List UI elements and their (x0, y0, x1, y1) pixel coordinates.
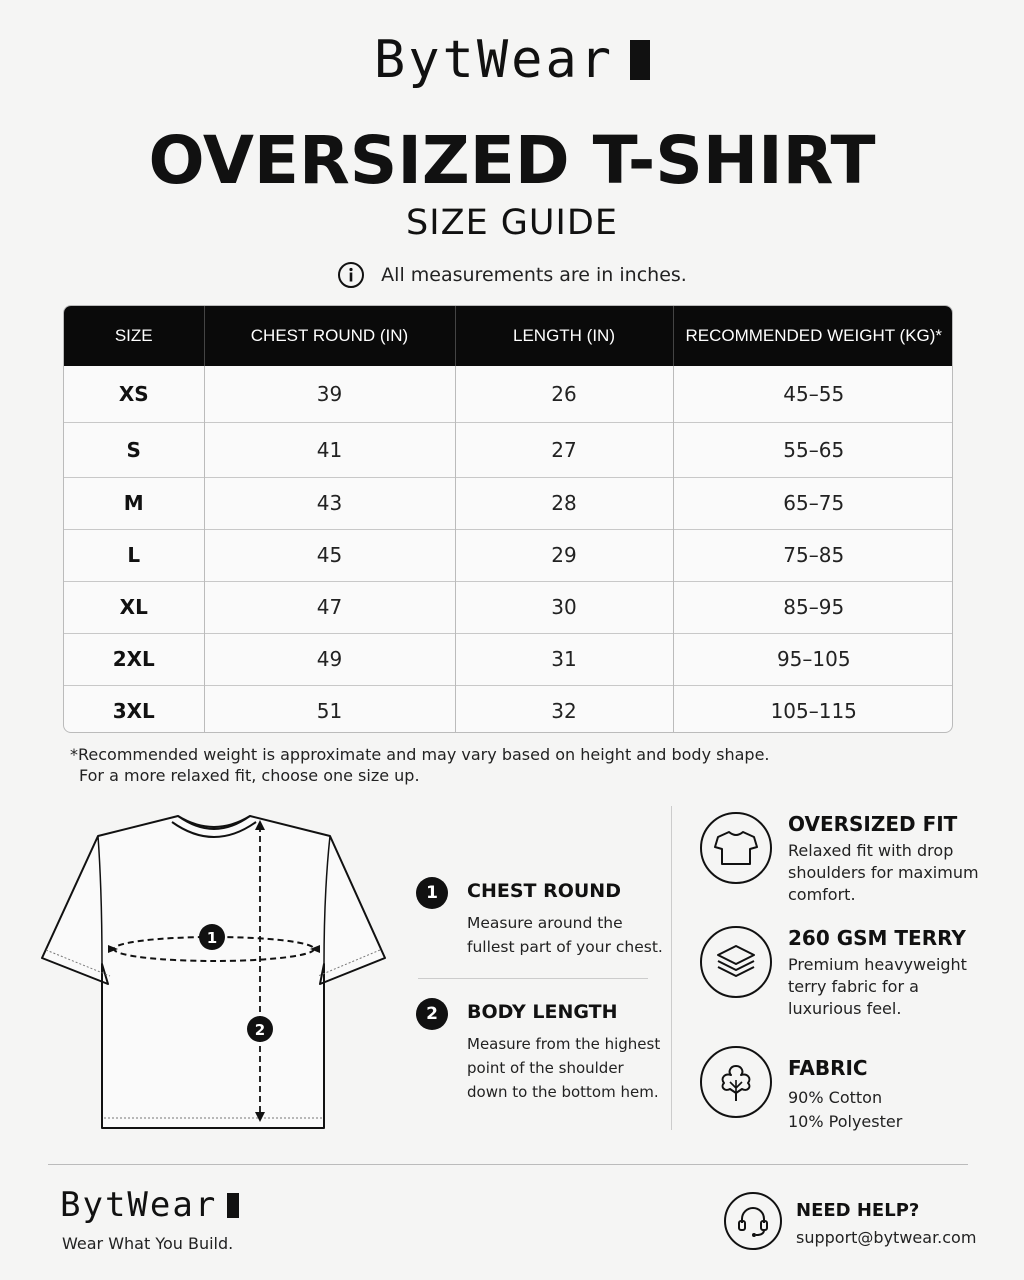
number-badge: 2 (416, 998, 448, 1030)
cell-size: 3XL (64, 685, 204, 733)
feature-title: 260 GSM TERRY (788, 926, 966, 950)
footer-divider (48, 1164, 968, 1165)
table-header-row (64, 306, 953, 366)
number-badge: 1 (416, 877, 448, 909)
feature-desc: Premium heavyweight terry fabric for a luxurious feel. (788, 955, 967, 1018)
brand-logo (0, 30, 1024, 90)
cell-length: 27 (455, 422, 673, 477)
tshirt-icon (700, 812, 772, 884)
cell-weight: 65–75 (673, 477, 953, 529)
layers-icon (700, 926, 772, 998)
size-table (63, 305, 953, 733)
cell-length: 29 (455, 529, 673, 581)
page-title: OVERSIZED T-SHIRT (148, 122, 876, 199)
help-title: NEED HELP? (796, 1200, 920, 1221)
header-chest: CHEST ROUND (IN) (204, 306, 455, 366)
cell-chest: 41 (204, 422, 455, 477)
cell-length: 26 (455, 366, 673, 422)
cotton-icon (700, 1046, 772, 1118)
info-icon (337, 261, 365, 289)
feature-desc: Relaxed fit with drop shoulders for maximum comfort. (788, 841, 979, 904)
header-size: SIZE (64, 306, 204, 366)
footer-logo (60, 1185, 239, 1225)
measure-desc: Measure from the highest point of the shoulder down to the bottom hem. (467, 1035, 661, 1101)
table-row (64, 581, 953, 633)
table-row (64, 529, 953, 581)
fabric-line: 90% Cotton (788, 1088, 883, 1107)
cell-weight: 85–95 (673, 581, 953, 633)
cell-length: 32 (455, 685, 673, 733)
tshirt-diagram (38, 812, 398, 1136)
cell-weight: 75–85 (673, 529, 953, 581)
brand-name: BytWear (373, 30, 615, 90)
cell-size: XL (64, 581, 204, 633)
header-weight: RECOMMENDED WEIGHT (KG)* (673, 306, 953, 366)
note-text: All measurements are in inches. (381, 264, 687, 286)
tagline: Wear What You Build. (62, 1234, 234, 1253)
cell-size: M (64, 477, 204, 529)
measure-title: BODY LENGTH (467, 1001, 618, 1023)
feature-title: OVERSIZED FIT (788, 812, 958, 836)
cell-weight: 95–105 (673, 633, 953, 685)
cell-size: L (64, 529, 204, 581)
feature-desc (788, 1086, 988, 1134)
measure-title: CHEST ROUND (467, 880, 621, 902)
table-row (64, 685, 953, 733)
cell-size: 2XL (64, 633, 204, 685)
cell-size: XS (64, 366, 204, 422)
cell-chest: 45 (204, 529, 455, 581)
table-row (64, 422, 953, 477)
table-row (64, 633, 953, 685)
table-row (64, 366, 953, 422)
measurement-note (0, 261, 1024, 289)
footnote-line1: *Recommended weight is approximate and may vary based on height and body shape. (70, 745, 770, 764)
cell-length: 28 (455, 477, 673, 529)
cell-size: S (64, 422, 204, 477)
cell-weight: 55–65 (673, 422, 953, 477)
cell-weight: 105–115 (673, 685, 953, 733)
headset-icon (724, 1192, 782, 1250)
fabric-line: 10% Polyester (788, 1112, 903, 1131)
measure-desc: Measure around the fullest part of your chest. (467, 914, 663, 956)
feature-title: FABRIC (788, 1056, 868, 1080)
cursor-block-icon (227, 1193, 239, 1218)
cell-weight: 45–55 (783, 381, 845, 406)
cell-length: 30 (455, 581, 673, 633)
table-row (64, 477, 953, 529)
cell-chest: 43 (204, 477, 455, 529)
cell-chest: 39 (204, 366, 455, 422)
diagram-marker-2: 2 (254, 1021, 266, 1039)
cell-chest: 47 (204, 581, 455, 633)
header-length: LENGTH (IN) (455, 306, 673, 366)
divider (418, 978, 648, 979)
diagram-marker-1: 1 (206, 929, 218, 947)
footnote (70, 744, 770, 786)
cursor-block-icon (630, 40, 650, 80)
brand-name: BytWear (60, 1185, 218, 1225)
page-subtitle: SIZE GUIDE (406, 203, 618, 243)
support-email-link[interactable]: support@bytwear.com (796, 1228, 977, 1247)
cell-chest: 51 (204, 685, 455, 733)
cell-chest: 49 (204, 633, 455, 685)
vertical-divider (671, 806, 672, 1130)
cell-length: 31 (455, 633, 673, 685)
footnote-line2: For a more relaxed fit, choose one size up. (79, 766, 420, 785)
